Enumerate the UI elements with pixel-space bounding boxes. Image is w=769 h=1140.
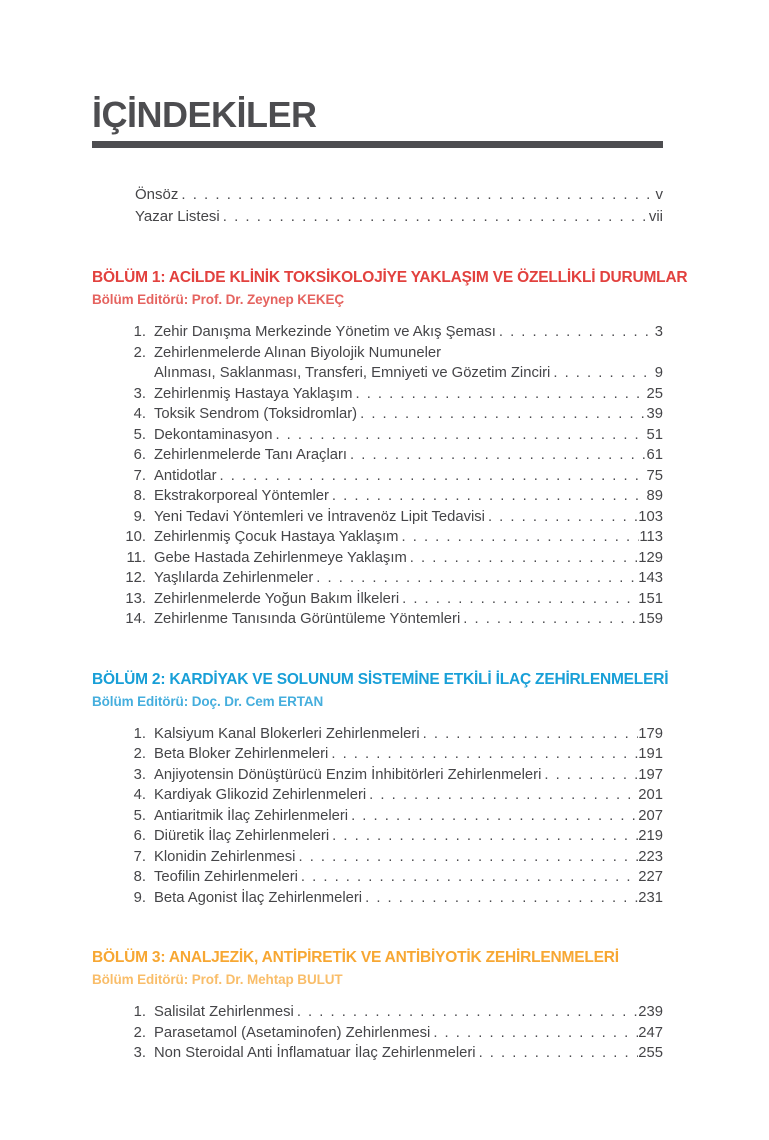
toc-item-row	[92, 785, 663, 806]
item-number: 13.	[125, 590, 146, 607]
item-title: Toksik Sendrom (Toksidromlar)	[154, 406, 358, 422]
toc-item-row-continuation	[92, 363, 663, 384]
toc-item-row	[92, 724, 663, 745]
leader-dots	[178, 184, 655, 206]
item-title: Salisilat Zehirlenmesi	[154, 1004, 294, 1020]
leader-dots	[217, 466, 647, 487]
toc-item-row	[92, 1023, 663, 1044]
item-title: Ekstrakorporeal Yöntemler	[154, 488, 329, 504]
page-number: 201	[638, 787, 663, 803]
page-number: 227	[638, 869, 663, 885]
item-title: Teofilin Zehirlenmeleri	[154, 869, 298, 885]
page-number: 75	[646, 467, 663, 484]
page-number: 191	[638, 746, 663, 762]
toc-item-row	[92, 826, 663, 847]
toc-item-row	[92, 888, 663, 909]
toc-item-row	[92, 589, 663, 610]
toc-item-row	[92, 609, 663, 630]
title-rule	[92, 141, 663, 148]
item-number: 1.	[133, 725, 146, 742]
item-number: 5.	[133, 807, 146, 824]
page-number: 103	[638, 508, 663, 525]
section-items	[92, 724, 663, 909]
page-number: 9	[654, 365, 663, 381]
item-number: 2.	[133, 746, 146, 762]
leader-dots	[272, 425, 646, 446]
item-title: Zehirlenmiş Hastaya Yaklaşım	[154, 385, 353, 402]
toc-item-row	[92, 507, 663, 528]
leader-dots	[347, 445, 647, 466]
leader-dots	[313, 568, 638, 589]
item-number: 8.	[133, 488, 146, 504]
item-title: Kalsiyum Kanal Blokerleri Zehirlenmeleri	[154, 725, 420, 742]
item-title: Diüretik İlaç Zehirlenmeleri	[154, 828, 330, 844]
toc-item-row	[92, 548, 663, 569]
page-number: 247	[638, 1024, 663, 1041]
item-number: 5.	[133, 426, 146, 443]
toc-item-row	[92, 765, 663, 786]
toc-item-row	[92, 847, 663, 868]
leader-dots	[362, 888, 638, 909]
toc-item-row	[92, 867, 663, 888]
section-editor: Bölüm Editörü: Prof. Dr. Zeynep KEKEÇ	[92, 292, 345, 307]
toc-item-row	[92, 404, 663, 425]
item-title: Zehirlenmelerde Yoğun Bakım İlkeleri	[154, 590, 400, 607]
toc-header	[92, 0, 663, 148]
toc-item-row	[92, 1002, 663, 1023]
leader-dots	[328, 744, 638, 765]
toc-section	[92, 948, 663, 1064]
item-title: Zehir Danışma Merkezinde Yönetim ve Akış Şeması	[154, 324, 496, 340]
section-editor: Bölüm Editörü: Doç. Dr. Cem ERTAN	[92, 693, 324, 709]
item-number: 12.	[125, 570, 146, 586]
toc-content	[92, 0, 688, 1064]
section-heading: BÖLÜM 3: ANALJEZİK, ANTİPİRETİK VE ANTİBİYOTİK ZEHİRLENMELERİ	[92, 949, 619, 966]
item-title: Beta Agonist İlaç Zehirlenmeleri	[154, 889, 363, 906]
page-number: 231	[638, 889, 663, 906]
page-number: 223	[638, 848, 663, 865]
page-number: 207	[638, 807, 663, 824]
page-number: 143	[638, 570, 663, 586]
front-matter-row	[92, 184, 663, 206]
item-number: 3.	[133, 766, 146, 783]
item-number: 2.	[133, 344, 146, 361]
toc-section	[92, 670, 669, 909]
leader-dots	[541, 765, 638, 786]
item-number: 8.	[133, 869, 146, 885]
section-editor: Bölüm Editörü: Prof. Dr. Mehtap BULUT	[92, 972, 343, 987]
page-title: İÇİNDEKİLER	[92, 94, 317, 135]
page-number: 89	[646, 488, 663, 504]
item-title: Parasetamol (Asetaminofen) Zehirlenmesi	[154, 1024, 431, 1041]
leader-dots	[220, 206, 649, 228]
page-number: 151	[638, 590, 663, 607]
toc-item-row	[92, 343, 663, 364]
leader-dots	[366, 785, 638, 806]
leader-dots	[399, 589, 638, 610]
toc-item-row	[92, 568, 663, 589]
leader-dots	[550, 363, 654, 384]
page-number: 39	[646, 406, 663, 422]
leader-dots	[295, 847, 638, 868]
item-number: 1.	[133, 324, 146, 340]
page-number: v	[655, 186, 663, 203]
toc-item-row	[92, 1043, 663, 1064]
leader-dots	[348, 806, 638, 827]
item-number: 11.	[126, 549, 146, 566]
item-number: 6.	[133, 828, 146, 844]
front-matter-label: Yazar Listesi	[135, 208, 220, 225]
toc-item-row	[92, 744, 663, 765]
toc-item-row	[92, 322, 663, 343]
item-number: 4.	[133, 787, 146, 803]
item-title: Zehirlenmelerde Tanı Araçları	[154, 447, 348, 463]
leader-dots	[460, 609, 638, 630]
item-number: 7.	[133, 848, 146, 865]
item-title-continuation: Alınması, Saklanması, Transferi, Emniyeti ve Gözetim Zinciri	[154, 365, 551, 381]
front-matter-label: Önsöz	[135, 186, 179, 203]
item-title: Antidotlar	[154, 467, 217, 484]
item-number: 9.	[133, 508, 146, 525]
item-number: 4.	[133, 406, 146, 422]
page-number: 239	[638, 1004, 663, 1020]
page-number: vii	[648, 208, 663, 225]
item-number: 3.	[133, 1045, 146, 1061]
page-number: 25	[646, 385, 663, 402]
item-title: Zehirlenmelerde Alınan Biyolojik Numuneler	[154, 344, 442, 361]
item-number: 9.	[133, 889, 146, 906]
item-title: Gebe Hastada Zehirlenmeye Yaklaşım	[154, 549, 407, 566]
item-number: 1.	[133, 1004, 146, 1020]
page-number: 255	[638, 1045, 663, 1061]
page-number: 113	[639, 529, 663, 545]
leader-dots	[496, 322, 655, 343]
front-matter-list	[92, 184, 663, 228]
item-title: Kardiyak Glikozid Zehirlenmeleri	[154, 787, 367, 803]
section-items	[92, 322, 663, 630]
item-title: Klonidin Zehirlenmesi	[154, 848, 296, 865]
page-number: 159	[638, 611, 663, 627]
item-number: 2.	[133, 1024, 146, 1041]
section-items	[92, 1002, 663, 1064]
item-title: Non Steroidal Anti İnflamatuar İlaç Zehirlenmeleri	[154, 1045, 476, 1061]
section-heading: BÖLÜM 1: ACİLDE KLİNİK TOKSİKOLOJİYE YAKLAŞIM VE ÖZELLİKLİ DURUMLAR	[92, 269, 688, 286]
page-number: 3	[654, 324, 663, 340]
leader-dots	[399, 527, 640, 548]
leader-dots	[294, 1002, 638, 1023]
item-number: 10.	[125, 529, 146, 545]
item-title: Dekontaminasyon	[154, 426, 273, 443]
page-number: 61	[646, 447, 663, 463]
page-number: 219	[638, 828, 663, 844]
item-title: Zehirlenme Tanısında Görüntüleme Yöntemleri	[154, 611, 461, 627]
leader-dots	[329, 826, 638, 847]
item-number: 7.	[133, 467, 146, 484]
item-title: Yaşlılarda Zehirlenmeler	[154, 570, 314, 586]
toc-item-row	[92, 527, 663, 548]
toc-item-row	[92, 384, 663, 405]
leader-dots	[357, 404, 646, 425]
leader-dots	[485, 507, 638, 528]
toc-item-row	[92, 466, 663, 487]
leader-dots	[430, 1023, 638, 1044]
item-number: 6.	[133, 447, 146, 463]
leader-dots	[407, 548, 639, 569]
leader-dots	[420, 724, 639, 745]
toc-item-row	[92, 445, 663, 466]
item-title: Anjiyotensin Dönüştürücü Enzim İnhibitörleri Zehirlenmeleri	[154, 766, 542, 783]
toc-item-row	[92, 425, 663, 446]
item-number: 3.	[133, 385, 146, 402]
leader-dots	[329, 486, 647, 507]
leader-dots	[476, 1043, 639, 1064]
item-number: 14.	[125, 611, 146, 627]
section-heading: BÖLÜM 2: KARDİYAK VE SOLUNUM SİSTEMİNE ETKİLİ İLAÇ ZEHİRLENMELERİ	[92, 670, 669, 688]
page-number: 51	[646, 426, 663, 443]
item-title: Antiaritmik İlaç Zehirlenmeleri	[154, 807, 349, 824]
toc-item-row	[92, 486, 663, 507]
toc-section	[92, 268, 688, 630]
leader-dots	[352, 384, 646, 405]
item-title: Beta Bloker Zehirlenmeleri	[154, 746, 329, 762]
item-title: Zehirlenmiş Çocuk Hastaya Yaklaşım	[154, 529, 399, 545]
sections-container	[92, 268, 688, 1064]
page-number: 179	[638, 725, 663, 742]
front-matter-row	[92, 206, 663, 228]
toc-item-row	[92, 806, 663, 827]
item-title: Yeni Tedavi Yöntemleri ve İntravenöz Lipit Tedavisi	[154, 508, 485, 525]
page-number: 129	[638, 549, 663, 566]
page-number: 197	[638, 766, 663, 783]
leader-dots	[298, 867, 638, 888]
